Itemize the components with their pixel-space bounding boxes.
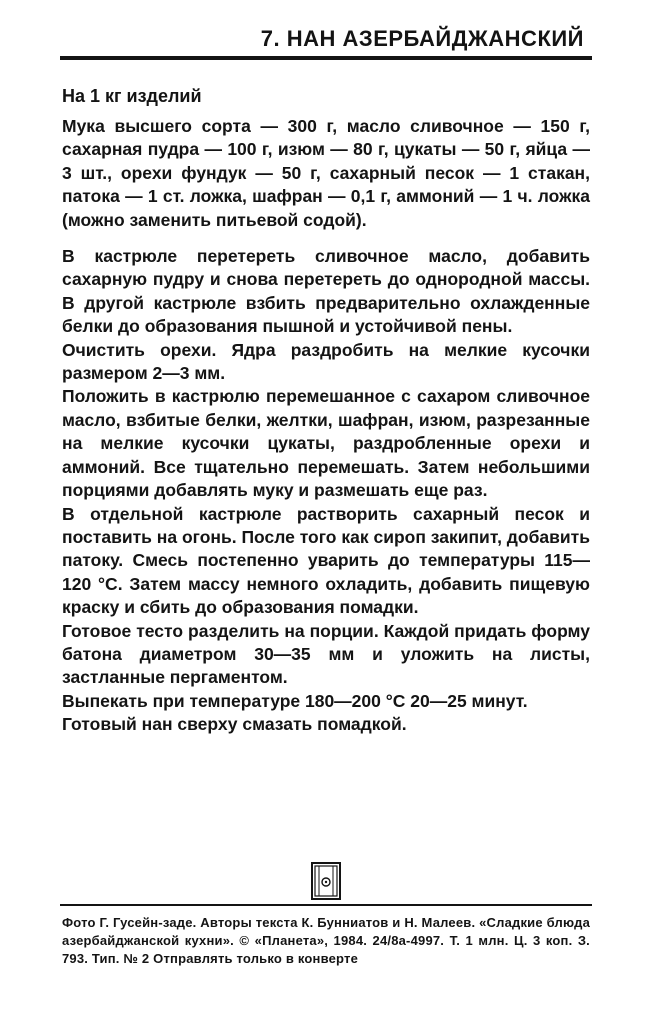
step-paragraph-7: Готовый нан сверху смазать помадкой. [62, 714, 407, 735]
step-paragraph-5: Готовое тесто разделить на порции. Каждой придать форму батона диаметром 30—35 мм и уложить на листы, застланные пергаментом. [62, 620, 590, 688]
step-paragraph-1: В кастрюле перетереть сливочное масло, добавить сахарную пудру и снова перетереть до однородной массы. В другой кастрюле взбить предварительно охлажденные белки до образования пышной и устойчивой пены. [62, 246, 590, 337]
title-underline [60, 56, 592, 60]
yield-heading: На 1 кг изделий [62, 86, 202, 106]
publisher-emblem-icon [311, 862, 341, 900]
ingredients-paragraph: Мука высшего сорта — 300 г, масло сливочное — 150 г, сахарная пудра — 100 г, изюм — 80 г, цукаты — 50 г, яйца — 3 шт., орехи фундук — 50 г, сахарный песок — 1 стакан, патока — 1 ст. ложка, шафран — 0,1 г, аммоний — 1 ч. ложка (можно заменить питьевой содой). [62, 116, 590, 230]
page-title: 7. НАН АЗЕРБАЙДЖАНСКИЙ [260, 26, 584, 51]
step-paragraph-4: В отдельной кастрюле растворить сахарный песок и поставить на огонь. После того как сироп закипит, добавить патоку. Смесь постепенно уварить до температуры 115—120 °С. Затем массу немного охладить, добавить пищевую краску и сбить до образования помадки. [62, 503, 590, 618]
step-paragraph-3: Положить в кастрюлю перемешанное с сахаром сливочное масло, взбитые белки, желтки, шафран, изюм, разрезанные на мелкие кусочки цукаты, раздробленные орехи и аммоний. Все тщательно перемешать. Затем небольшими порциями добавлять муку и размешать еще раз. [62, 386, 590, 501]
colophon-text: Фото Г. Гусейн-заде. Авторы текста К. Бунниатов и Н. Малеев. «Сладкие блюда азербайджанской кухни». © «Планета», 1984. 24/8а-4997. Т. 1 млн. Ц. 3 коп. З. 793. Тип. № 2 Отправлять только в конверте [62, 915, 590, 966]
title-block [60, 24, 592, 60]
recipe-body [62, 115, 590, 737]
footer-divider [60, 904, 592, 906]
step-paragraph-6: Выпекать при температуре 180—200 °С 20—25 минут. [62, 690, 528, 711]
step-paragraph-2: Очистить орехи. Ядра раздробить на мелкие кусочки размером 2—3 мм. [62, 339, 590, 384]
